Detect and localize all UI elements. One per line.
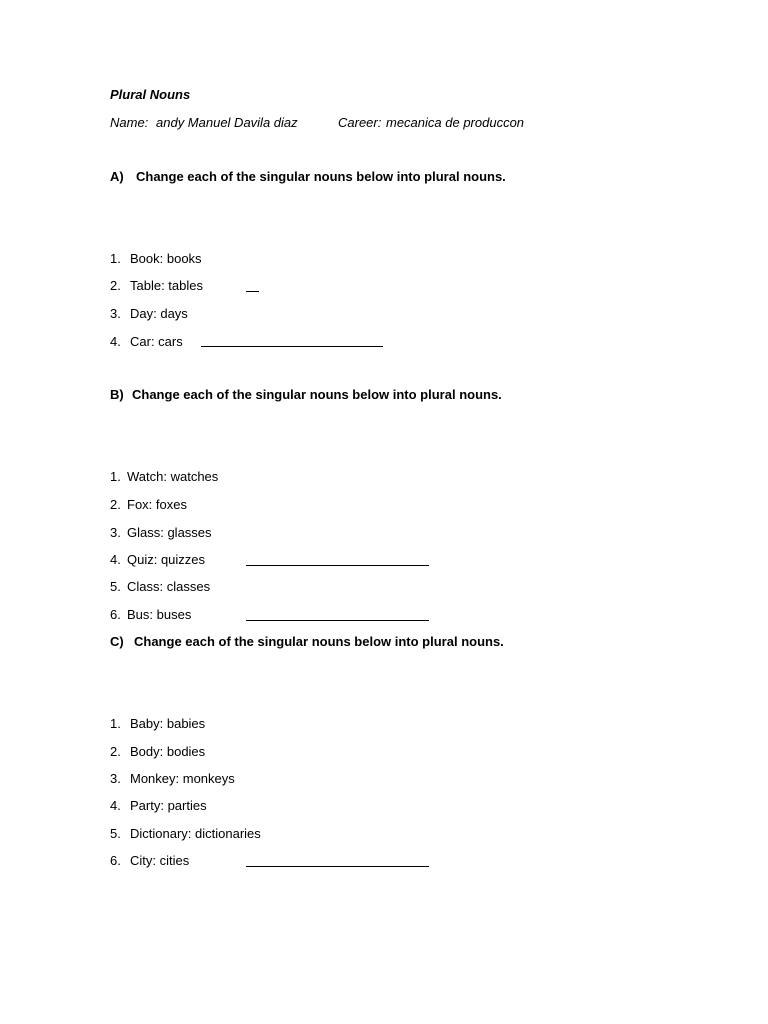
section-b-item-number: 2.	[110, 497, 121, 512]
answer-blank-line	[246, 565, 429, 566]
answer-blank-line	[246, 291, 259, 292]
section-b-letter: B)	[110, 387, 124, 402]
section-a-item-text: Table: tables	[130, 278, 203, 293]
section-b-item-text: Watch: watches	[127, 469, 219, 484]
section-b-item-text: Glass: glasses	[127, 525, 212, 540]
section-a-instruction: Change each of the singular nouns below into plural nouns.	[136, 169, 506, 184]
answer-blank-line	[246, 620, 429, 621]
section-c-item-number: 5.	[110, 826, 121, 841]
career-value: mecanica de produccon	[386, 115, 525, 130]
section-b-item-text: Bus: buses	[127, 607, 192, 622]
section-c-item-number: 1.	[110, 716, 121, 731]
page-title: Plural Nouns	[110, 87, 191, 102]
name-label: Name:	[110, 115, 149, 130]
section-a-item-number: 1.	[110, 251, 121, 266]
answer-blank-line	[201, 346, 383, 347]
section-c-item-text: City: cities	[130, 853, 190, 868]
section-c-item-text: Baby: babies	[130, 716, 206, 731]
section-c-item-text: Dictionary: dictionaries	[130, 826, 261, 841]
section-c-item-number: 6.	[110, 853, 121, 868]
section-a-item-text: Car: cars	[130, 334, 183, 349]
section-b-item-number: 6.	[110, 607, 121, 622]
section-c-item-text: Body: bodies	[130, 744, 206, 759]
section-c-letter: C)	[110, 634, 124, 649]
section-b-item-text: Fox: foxes	[127, 497, 187, 512]
section-a-item-number: 3.	[110, 306, 121, 321]
section-a-item-number: 4.	[110, 334, 121, 349]
career-label: Career:	[338, 115, 382, 130]
section-b-item-text: Class: classes	[127, 579, 211, 594]
section-a-letter: A)	[110, 169, 124, 184]
section-a-item-number: 2.	[110, 278, 121, 293]
name-value: andy Manuel Davila diaz	[156, 115, 298, 130]
section-c-instruction: Change each of the singular nouns below into plural nouns.	[134, 634, 504, 649]
section-c-item-text: Party: parties	[130, 798, 207, 813]
section-a-item-text: Book: books	[130, 251, 202, 266]
section-c-item-text: Monkey: monkeys	[130, 771, 235, 786]
section-b-instruction: Change each of the singular nouns below into plural nouns.	[132, 387, 502, 402]
section-b-item-number: 5.	[110, 579, 121, 594]
section-b-item-number: 1.	[110, 469, 121, 484]
section-c-item-number: 4.	[110, 798, 121, 813]
section-c-item-number: 2.	[110, 744, 121, 759]
section-b-item-number: 4.	[110, 552, 121, 567]
section-b-item-number: 3.	[110, 525, 121, 540]
answer-blank-line	[246, 866, 429, 867]
section-c-item-number: 3.	[110, 771, 121, 786]
section-a-item-text: Day: days	[130, 306, 188, 321]
section-b-item-text: Quiz: quizzes	[127, 552, 206, 567]
